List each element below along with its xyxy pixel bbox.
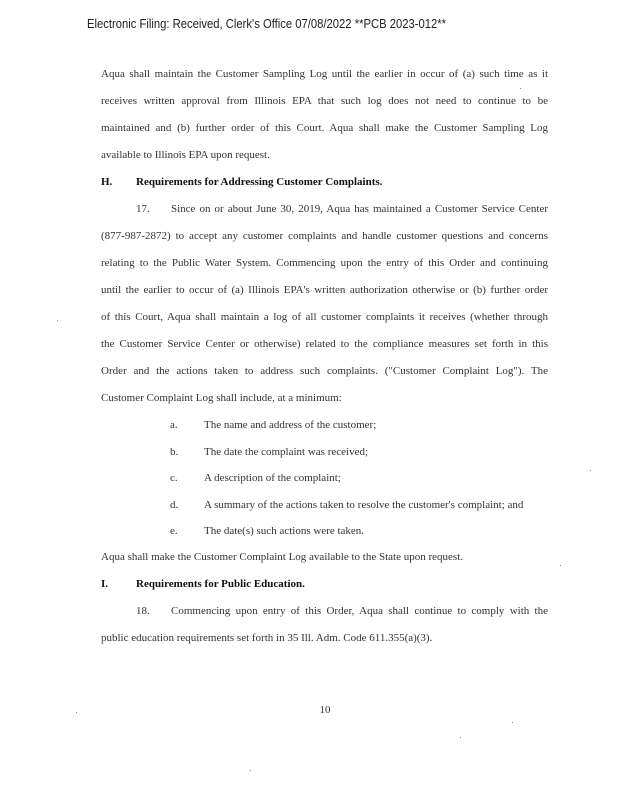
paragraph-17-line: relating to the Public Water System. Commencing upon the entry of this Order and continuing bbox=[101, 257, 548, 269]
paragraph-17-line: until the earlier to occur of (a) Illinois EPA's written authorization otherwise or (b) further order bbox=[101, 284, 548, 296]
section-h-title: Requirements for Addressing Customer Complaints. bbox=[136, 176, 383, 188]
scan-speck bbox=[520, 88, 521, 89]
paragraph-17-line: (877-987-2872) to accept any customer complaints and handle customer questions and concerns bbox=[101, 230, 548, 242]
scan-speck bbox=[250, 770, 251, 771]
section-i-letter: I. bbox=[101, 578, 109, 590]
paragraph-18-line: public education requirements set forth in 35 Ill. Adm. Code 611.355(a)(3). bbox=[101, 632, 433, 644]
list-item-letter: e. bbox=[170, 525, 178, 537]
scan-speck bbox=[57, 320, 58, 321]
scan-speck bbox=[460, 737, 461, 738]
paragraph-line: Aqua shall make the Customer Complaint Log available to the State upon request. bbox=[101, 551, 464, 563]
paragraph-17-first-line: Since on or about June 30, 2019, Aqua has maintained a Customer Service Center bbox=[171, 203, 548, 215]
list-item-text: A description of the complaint; bbox=[204, 472, 341, 484]
list-item-text: The date(s) such actions were taken. bbox=[204, 525, 365, 537]
paragraph-line: available to Illinois EPA upon request. bbox=[101, 149, 270, 161]
paragraph-17-line: the Customer Service Center or otherwise) related to the compliance measures set forth in this bbox=[101, 338, 548, 350]
paragraph-17-line: Customer Complaint Log shall include, at a minimum: bbox=[101, 392, 342, 404]
scan-speck bbox=[560, 565, 561, 566]
scan-speck bbox=[590, 470, 591, 471]
page-number: 10 bbox=[319, 704, 331, 716]
scan-speck bbox=[512, 722, 513, 723]
paragraph-18-first-line: Commencing upon entry of this Order, Aqua shall continue to comply with the bbox=[171, 605, 548, 617]
list-item-text: The date the complaint was received; bbox=[204, 446, 369, 458]
paragraph-17-line: of this Court, Aqua shall maintain a log of all customer complaints it receives (whether through bbox=[101, 311, 548, 323]
paragraph-line: maintained and (b) further order of this Court. Aqua shall make the Customer Sampling Log bbox=[101, 122, 548, 134]
list-item-text: A summary of the actions taken to resolve the customer's complaint; and bbox=[204, 499, 524, 511]
paragraph-17-line: Order and the actions taken to address such complaints. ("Customer Complaint Log"). The bbox=[101, 365, 548, 377]
paragraph-17-number: 17. bbox=[136, 203, 150, 215]
paragraph-line: Aqua shall maintain the Customer Sampling Log until the earlier in occur of (a) such time as it bbox=[101, 68, 548, 80]
paragraph-line: receives written approval from Illinois EPA that such log does not need to continue to be bbox=[101, 95, 548, 107]
list-item-letter: d. bbox=[170, 499, 179, 511]
paragraph-18-number: 18. bbox=[136, 605, 150, 617]
list-item-letter: a. bbox=[170, 419, 178, 431]
list-item-letter: c. bbox=[170, 472, 178, 484]
scan-speck bbox=[76, 712, 77, 713]
list-item-text: The name and address of the customer; bbox=[204, 419, 377, 431]
list-item-letter: b. bbox=[170, 446, 179, 458]
section-h-letter: H. bbox=[101, 176, 113, 188]
section-i-title: Requirements for Public Education. bbox=[136, 578, 305, 590]
electronic-filing-stamp: Electronic Filing: Received, Clerk's Office 07/08/2022 **PCB 2023-012** bbox=[87, 17, 447, 31]
